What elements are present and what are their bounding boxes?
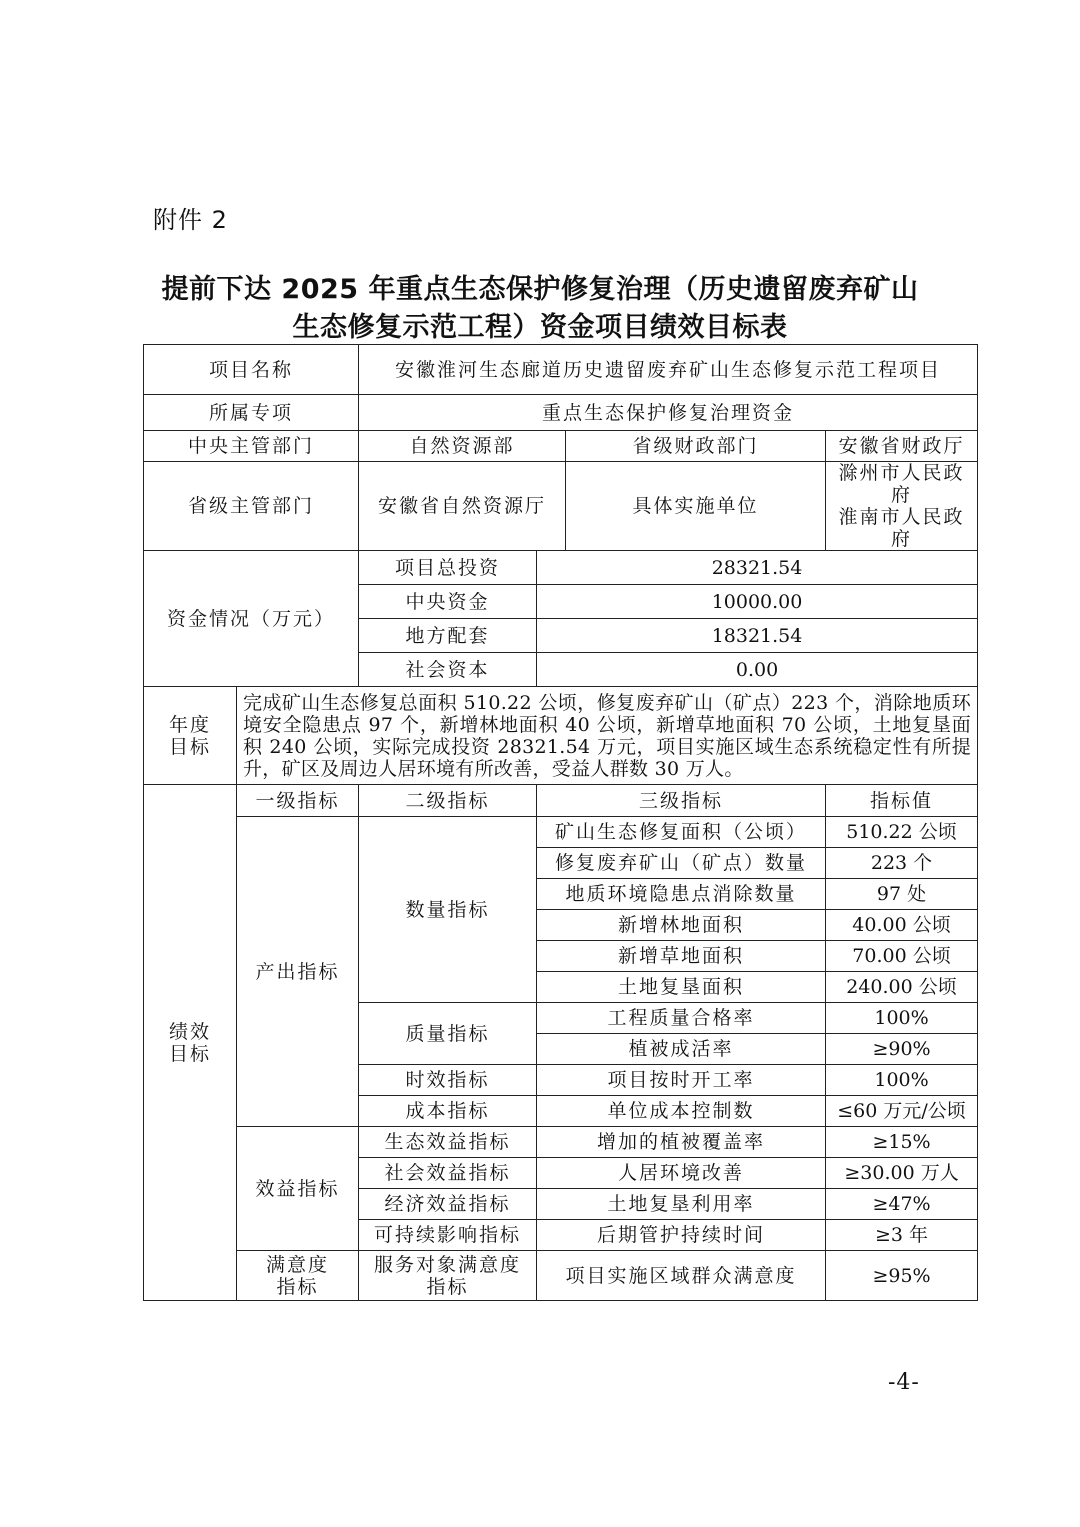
indicator-name: 工程质量合格率 <box>537 1003 826 1034</box>
fund-value: 28321.54 <box>537 551 978 585</box>
attachment-label: 附件 2 <box>153 206 228 234</box>
prov-dept-label: 省级主管部门 <box>144 462 359 551</box>
perf-target-label-line-1: 绩效 <box>168 1020 211 1043</box>
special-value: 重点生态保护修复治理资金 <box>359 395 978 431</box>
annual-target-label <box>144 687 237 785</box>
impl-unit-label: 具体实施单位 <box>566 462 826 551</box>
central-dept-label: 中央主管部门 <box>144 431 359 462</box>
indicator-name: 土地复垦利用率 <box>537 1189 826 1220</box>
indicator-value: ≥30.00 万人 <box>826 1158 978 1189</box>
indicator-value: 240.00 公顷 <box>826 972 978 1003</box>
row-fund-total <box>144 551 978 585</box>
header-level1: 一级指标 <box>237 785 359 817</box>
indicator-value: 40.00 公顷 <box>826 910 978 941</box>
indicator-value: 97 处 <box>826 879 978 910</box>
indicator-name: 项目实施区域群众满意度 <box>537 1251 826 1301</box>
indicator-name: 修复废弃矿山（矿点）数量 <box>537 848 826 879</box>
indicator-value: ≤60 万元/公顷 <box>826 1096 978 1127</box>
service-indicator-label <box>359 1251 537 1301</box>
row-central-dept <box>144 431 978 462</box>
annual-target-text: 完成矿山生态修复总面积 510.22 公顷，修复废弃矿山（矿点）223 个，消除地质环境安全隐患点 97 个，新增林地面积 40 公顷，新增草地面积 70 公顷，土地复垦面积 240 公顷，实际完成投资 28321.54 万元，项目实施区域生态系统稳定性有所提升，矿区及周边人居环境有所改善，受益人群数 30 万人。 <box>237 687 978 785</box>
sustain-indicator-label: 可持续影响指标 <box>359 1220 537 1251</box>
service-label-line-2: 指标 <box>426 1275 469 1298</box>
central-dept-value: 自然资源部 <box>359 431 566 462</box>
indicator-name: 增加的植被覆盖率 <box>537 1127 826 1158</box>
project-name-label: 项目名称 <box>144 345 359 395</box>
special-label: 所属专项 <box>144 395 359 431</box>
row-perf-header <box>144 785 978 817</box>
indicator-name: 植被成活率 <box>537 1034 826 1065</box>
prov-finance-value: 安徽省财政厅 <box>826 431 978 462</box>
eco-indicator-label: 生态效益指标 <box>359 1127 537 1158</box>
fund-value: 18321.54 <box>537 619 978 653</box>
prov-dept-value: 安徽省自然资源厅 <box>359 462 566 551</box>
fund-label: 地方配套 <box>359 619 537 653</box>
timeliness-indicator-label: 时效指标 <box>359 1065 537 1096</box>
header-level3: 三级指标 <box>537 785 826 817</box>
satisfaction-indicator-label <box>237 1251 359 1301</box>
fund-label: 项目总投资 <box>359 551 537 585</box>
fund-value: 10000.00 <box>537 585 978 619</box>
satisfaction-label-line-2: 指标 <box>276 1275 319 1298</box>
row-special <box>144 395 978 431</box>
header-value: 指标值 <box>826 785 978 817</box>
indicator-row <box>144 1251 978 1301</box>
satisfaction-label-line-1: 满意度 <box>266 1253 330 1276</box>
fund-value: 0.00 <box>537 653 978 687</box>
indicator-value: 70.00 公顷 <box>826 941 978 972</box>
indicator-name: 新增草地面积 <box>537 941 826 972</box>
indicator-value: ≥47% <box>826 1189 978 1220</box>
indicator-value: ≥3 年 <box>826 1220 978 1251</box>
header-level2: 二级指标 <box>359 785 537 817</box>
perf-target-label-line-2: 目标 <box>168 1042 211 1065</box>
indicator-row <box>144 1127 978 1158</box>
economic-indicator-label: 经济效益指标 <box>359 1189 537 1220</box>
indicator-value: ≥15% <box>826 1127 978 1158</box>
social-indicator-label: 社会效益指标 <box>359 1158 537 1189</box>
indicator-name: 后期管护持续时间 <box>537 1220 826 1251</box>
impl-unit-2: 淮南市人民政府 <box>838 506 965 550</box>
indicator-value: 510.22 公顷 <box>826 817 978 848</box>
fund-label: 中央资金 <box>359 585 537 619</box>
row-project-name <box>144 345 978 395</box>
indicator-name: 单位成本控制数 <box>537 1096 826 1127</box>
impl-unit-value <box>826 462 978 551</box>
indicator-value: ≥90% <box>826 1034 978 1065</box>
funds-label: 资金情况（万元） <box>144 551 359 687</box>
impl-unit-1: 滁州市人民政府 <box>838 462 965 506</box>
indicator-name: 地质环境隐患点消除数量 <box>537 879 826 910</box>
annual-target-label-line-1: 年度 <box>168 713 211 736</box>
doc-title-line-2: 生态修复示范工程）资金项目绩效目标表 <box>292 312 788 343</box>
indicator-value: 100% <box>826 1065 978 1096</box>
indicator-value: 223 个 <box>826 848 978 879</box>
performance-target-table <box>143 344 978 1301</box>
benefit-indicator-label: 效益指标 <box>237 1127 359 1251</box>
project-name-value: 安徽淮河生态廊道历史遗留废弃矿山生态修复示范工程项目 <box>359 345 978 395</box>
indicator-name: 项目按时开工率 <box>537 1065 826 1096</box>
indicator-value: ≥95% <box>826 1251 978 1301</box>
doc-title-line-1: 提前下达 2025 年重点生态保护修复治理（历史遗留废弃矿山 <box>161 274 919 305</box>
quantity-indicator-label: 数量指标 <box>359 817 537 1003</box>
page-number: -4- <box>888 1370 920 1395</box>
row-prov-dept <box>144 462 978 551</box>
cost-indicator-label: 成本指标 <box>359 1096 537 1127</box>
indicator-row <box>144 817 978 848</box>
indicator-name: 人居环境改善 <box>537 1158 826 1189</box>
service-label-line-1: 服务对象满意度 <box>374 1253 522 1276</box>
prov-finance-label: 省级财政部门 <box>566 431 826 462</box>
output-indicator-label: 产出指标 <box>237 817 359 1127</box>
fund-label: 社会资本 <box>359 653 537 687</box>
indicator-name: 新增林地面积 <box>537 910 826 941</box>
quality-indicator-label: 质量指标 <box>359 1003 537 1065</box>
row-annual-target <box>144 687 978 785</box>
annual-target-label-line-2: 目标 <box>168 735 211 758</box>
perf-target-label <box>144 785 237 1301</box>
indicator-value: 100% <box>826 1003 978 1034</box>
indicator-name: 土地复垦面积 <box>537 972 826 1003</box>
indicator-name: 矿山生态修复面积（公顷） <box>537 817 826 848</box>
